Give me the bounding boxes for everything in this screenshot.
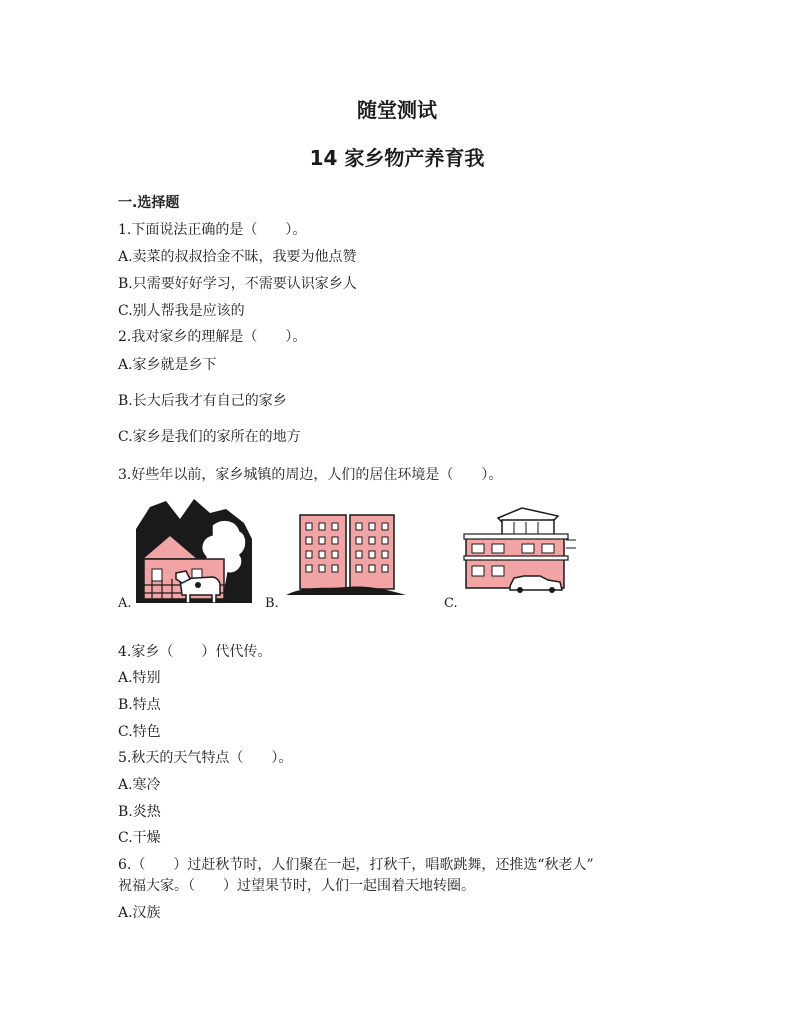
question-1-stem: 1.下面说法正确的是（ ）。: [118, 222, 307, 238]
question-2-option-c[interactable]: C.家乡是我们的家所在的地方: [118, 429, 301, 445]
question-4-option-a[interactable]: A.特别: [118, 670, 161, 686]
question-5-stem: 5.秋天的天气特点（ ）。: [118, 750, 293, 766]
question-1-option-b[interactable]: B.只需要好好学习，不需要认识家乡人: [118, 276, 357, 292]
option-c-label: C.: [444, 596, 458, 611]
question-6-stem-line-2: 祝福大家。（ ）过望果节时，人们一起围着天地转圈。: [118, 878, 475, 894]
question-5-option-a[interactable]: A.寒冷: [118, 777, 161, 793]
option-c-image-villa-with-car[interactable]: [462, 504, 580, 594]
option-a-image-rural-house[interactable]: [136, 499, 252, 603]
question-3-stem: 3.好些年以前，家乡城镇的周边，人们的居住环境是（ ）。: [118, 467, 503, 483]
page-title: 随堂测试: [357, 98, 437, 122]
question-5-option-b[interactable]: B.炎热: [118, 804, 161, 820]
option-b-label: B.: [265, 596, 279, 611]
question-4-option-c[interactable]: C.特色: [118, 724, 161, 740]
question-1-option-c[interactable]: C.别人帮我是应该的: [118, 303, 245, 319]
question-2-option-a[interactable]: A.家乡就是乡下: [118, 357, 217, 373]
option-a-label: A.: [118, 596, 132, 611]
question-4-stem: 4.家乡（ ）代代传。: [118, 644, 272, 660]
question-2-option-b[interactable]: B.长大后我才有自己的家乡: [118, 393, 287, 409]
section-heading: 一.选择题: [118, 195, 180, 211]
question-2-stem: 2.我对家乡的理解是（ ）。: [118, 329, 307, 345]
question-5-option-c[interactable]: C.干燥: [118, 830, 161, 846]
question-1-option-a[interactable]: A.卖菜的叔叔拾金不昧，我要为他点赞: [118, 249, 357, 265]
option-b-image-apartment-buildings[interactable]: [286, 509, 406, 595]
question-6-option-a[interactable]: A.汉族: [118, 905, 161, 921]
question-4-option-b[interactable]: B.特点: [118, 697, 161, 713]
lesson-title: 14 家乡物产养育我: [309, 146, 485, 170]
question-6-stem-line-1: 6.（ ）过赶秋节时，人们聚在一起，打秋千，唱歌跳舞，还推选“秋老人”: [118, 857, 594, 873]
